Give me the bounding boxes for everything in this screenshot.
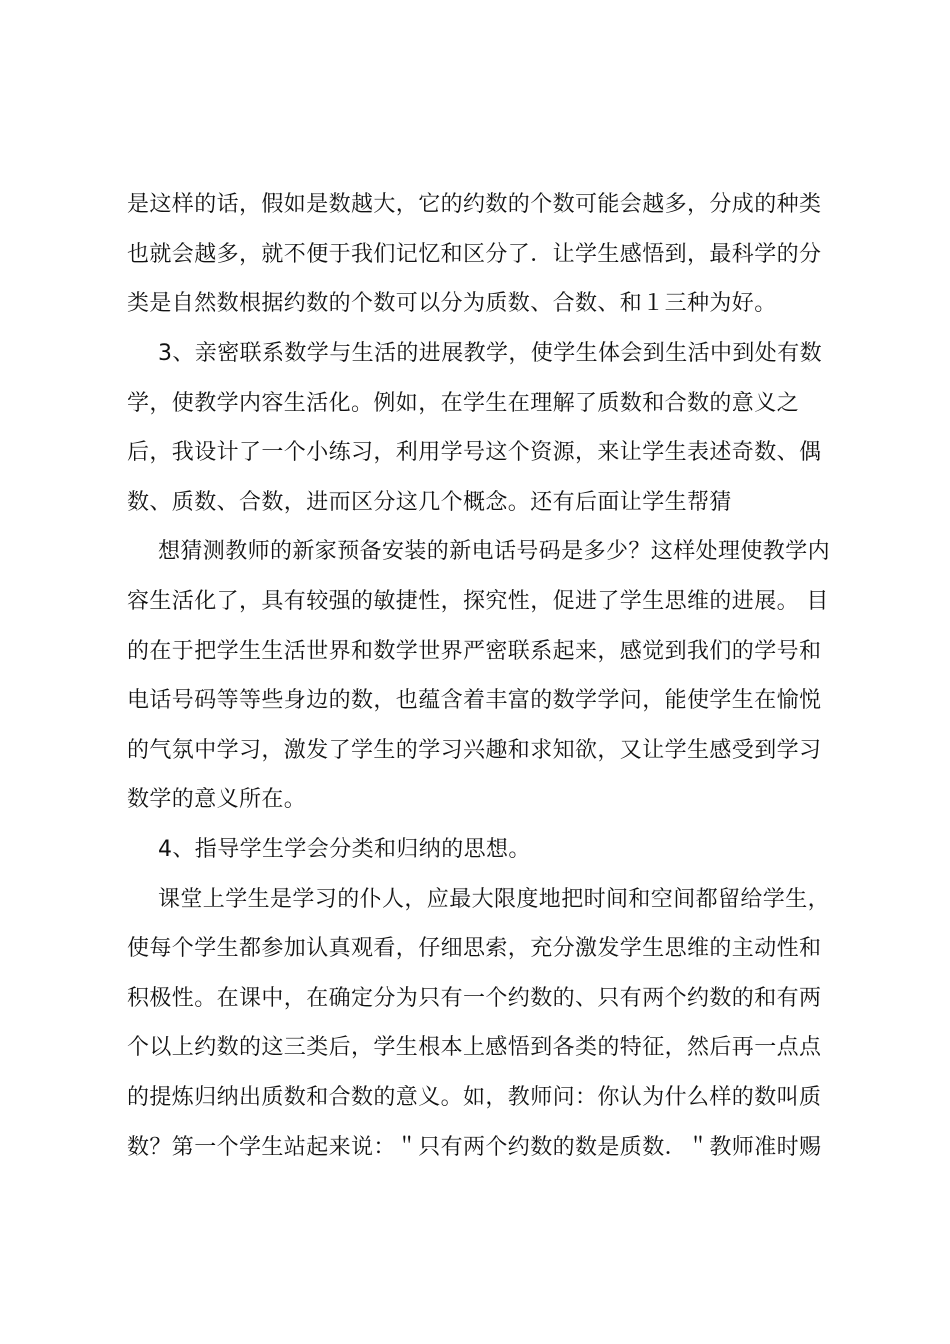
text-line: 数、质数、合数，进而区分这几个概念。还有后面让学生帮猜 (127, 490, 732, 515)
text-line: 使每个学生都参加认真观看，仔细思索，充分激发学生思维的主动性和 (127, 936, 822, 961)
text-line: 的提炼归纳出质数和合数的意义。如，教师问：你认为什么样的数叫质 (127, 1085, 822, 1110)
text-line: 电话号码等等些身边的数，也蕴含着丰富的数学学问，能使学生在愉悦 (127, 688, 822, 713)
text-line: 想猜测教师的新家预备安装的新电话号码是多少？这样处理使教学内 (158, 539, 831, 564)
text-line: 容生活化了，具有较强的敏捷性，探究性，促进了学生思维的进展。 目 (127, 589, 829, 614)
text-line: 学，使教学内容生活化。例如，在学生在理解了质数和合数的意义之 (127, 391, 800, 416)
text-line: 的在于把学生生活世界和数学世界严密联系起来，感觉到我们的学号和 (127, 639, 822, 664)
text-line: 后，我设计了一个小练习，利用学号这个资源，来让学生表述奇数、偶 (127, 440, 822, 465)
text-line: 积极性。在课中，在确定分为只有一个约数的、只有两个约数的和有两 (127, 986, 822, 1011)
text-line: 4、指导学生学会分类和归纳的思想。 (158, 837, 531, 862)
text-line: 3、亲密联系数学与生活的进展教学，使学生体会到生活中到处有数 (158, 341, 822, 366)
text-line: 个以上约数的这三类后，学生根本上感悟到各类的特征，然后再一点点 (127, 1035, 822, 1060)
text-line: 类是自然数根据约数的个数可以分为质数、合数、和１三种为好。 (127, 291, 777, 316)
text-line: 也就会越多，就不便于我们记忆和区分了．让学生感悟到，最科学的分 (127, 242, 822, 267)
text-line: 数？第一个学生站起来说：＂只有两个约数的数是质数．＂教师准时赐 (127, 1135, 822, 1160)
text-line: 课堂上学生是学习的仆人，应最大限度地把时间和空间都留给学生， (158, 887, 831, 912)
text-line: 的气氛中学习，激发了学生的学习兴趣和求知欲，又让学生感受到学习 (127, 738, 822, 763)
text-line: 是这样的话，假如是数越大，它的约数的个数可能会越多，分成的种类 (127, 192, 822, 217)
text-line: 数学的意义所在。 (127, 787, 307, 812)
